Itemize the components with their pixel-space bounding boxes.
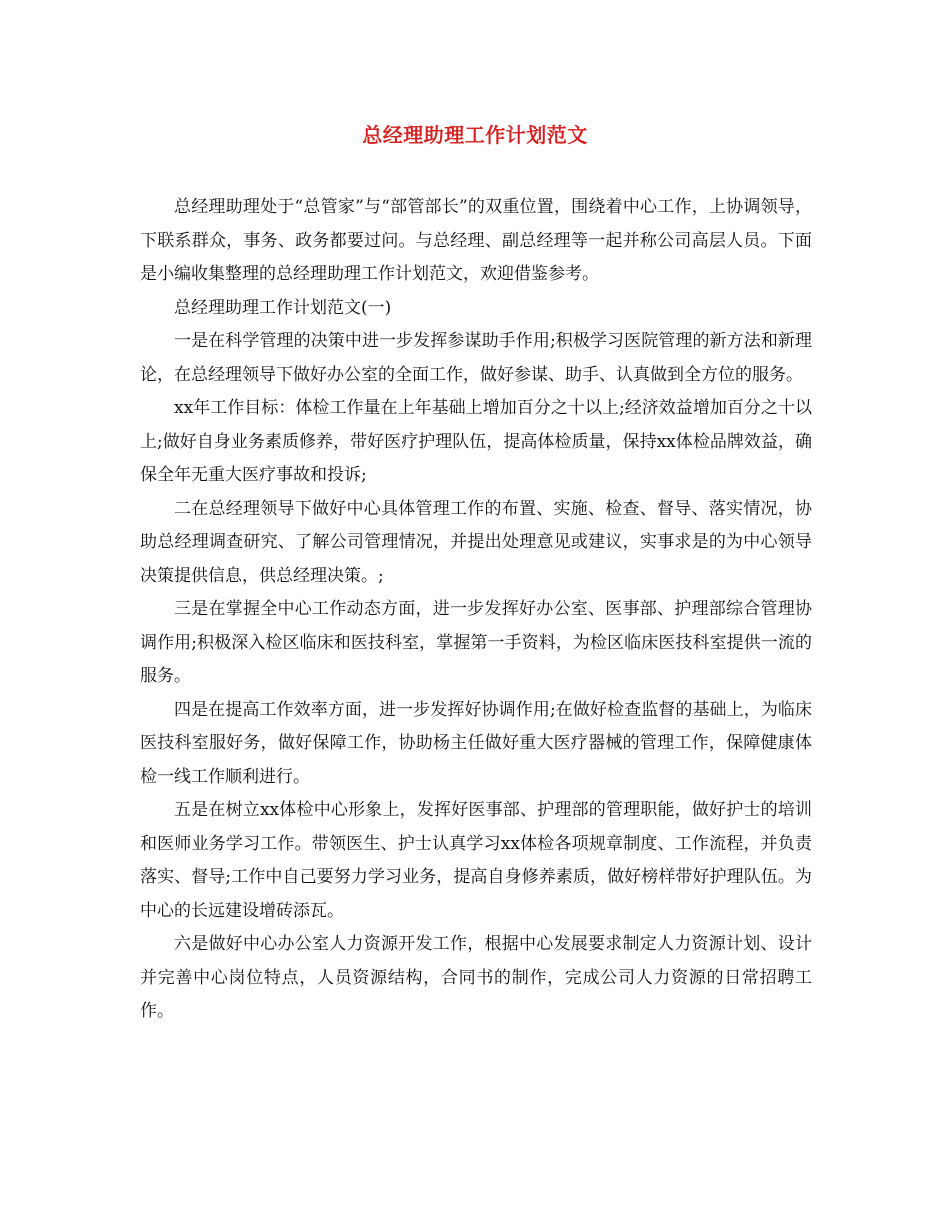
- document-body: [140, 191, 812, 1029]
- section-heading: 总经理助理工作计划范文(一): [174, 297, 392, 318]
- paragraph-item-5: 五是在树立xx体检中心形象上，发挥好医事部、护理部的管理职能，做好护士的培训和医师业务学习工作。带领医生、护士认真学习xx体检各项规章制度、工作流程，并负责落实、督导;工作中自己要努力学习业务，提高自身修养素质，做好榜样带好护理队伍。为中心的长远建设增砖添瓦。: [140, 800, 812, 921]
- document-title: 总经理助理工作计划范文: [362, 123, 588, 147]
- paragraph-item-3: 三是在掌握全中心工作动态方面，进一步发挥好办公室、医事部、护理部综合管理协调作用;积极深入检区临床和医技科室，掌握第一手资料，为检区临床医技科室提供一流的服务。: [140, 599, 812, 686]
- paragraph-item-6: 六是做好中心办公室人力资源开发工作，根据中心发展要求制定人力资源计划、设计并完善中心岗位特点，人员资源结构，合同书的制作，完成公司人力资源的日常招聘工作。: [140, 934, 812, 1021]
- paragraph-item-1: 一是在科学管理的决策中进一步发挥参谋助手作用;积极学习医院管理的新方法和新理论，在总经理领导下做好办公室的全面工作，做好参谋、助手、认真做到全方位的服务。: [140, 331, 812, 385]
- paragraph-intro: 总经理助理处于“总管家”与“部管部长”的双重位置，围绕着中心工作，上协调领导，下联系群众，事务、政务都要过问。与总经理、副总经理等一起并称公司高层人员。下面是小编收集整理的总经理助理工作计划范文，欢迎借鉴参考。: [140, 197, 812, 284]
- paragraph-item-4: 四是在提高工作效率方面，进一步发挥好协调作用;在做好检查监督的基础上，为临床医技科室服好务，做好保障工作，协助杨主任做好重大医疗器械的管理工作，保障健康体检一线工作顺利进行。: [140, 699, 812, 787]
- paragraph-goals: xx年工作目标：体检工作量在上年基础上增加百分之十以上;经济效益增加百分之十以上;做好自身业务素质修养，带好医疗护理队伍，提高体检质量，保持xx体检品牌效益，确保全年无重大医疗事故和投诉;: [140, 398, 812, 485]
- paragraph-item-2: 二在总经理领导下做好中心具体管理工作的布置、实施、检查、督导、落实情况，协助总经理调查研究、了解公司管理情况，并提出处理意见或建议，实事求是的为中心领导决策提供信息，供总经理决策。;: [140, 498, 812, 586]
